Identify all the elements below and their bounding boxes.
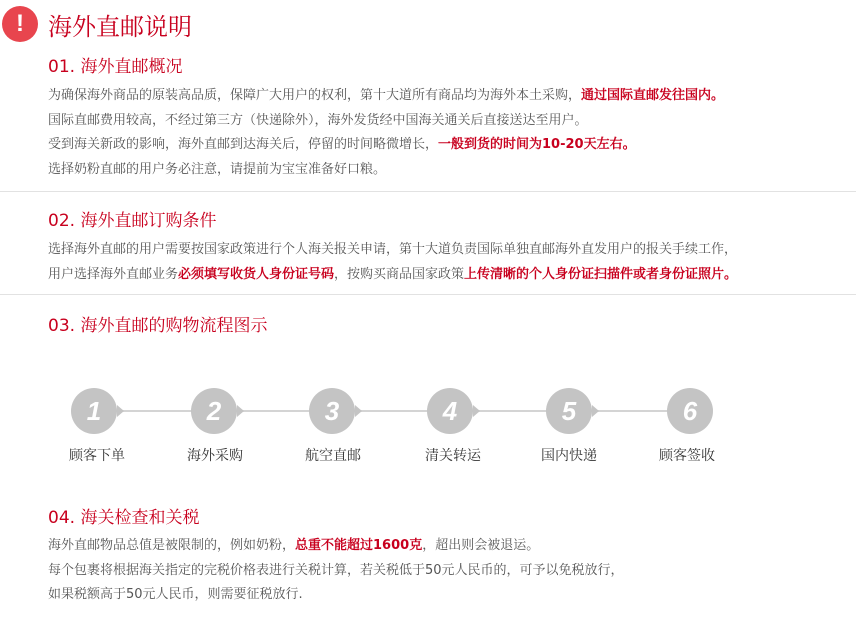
step-1-label: 顾客下单 <box>69 448 125 464</box>
step-4-label: 清关转运 <box>425 448 481 464</box>
step-3-label: 航空直邮 <box>305 448 361 464</box>
step-6-circle: 6 <box>667 388 713 434</box>
highlight-text: 总重不能超过1600克 <box>295 538 423 553</box>
step-2-circle: 2 <box>191 388 237 434</box>
line-text: 每个包裹将根据海关指定的完税价格表进行关税计算，若关税低于50元人民币的，可予以免税放行， <box>48 562 624 578</box>
step-3-circle: 3 <box>309 388 355 434</box>
section-title-customs: 04. 海关检查和关税 <box>48 508 200 528</box>
section-title-conditions: 02. 海外直邮订购条件 <box>48 211 217 231</box>
step-6-label: 顾客签收 <box>659 448 715 464</box>
step-5-circle: 5 <box>546 388 592 434</box>
paragraph-line <box>48 263 848 288</box>
paragraph-line <box>48 559 848 584</box>
page-title: 海外直邮说明 <box>48 13 192 41</box>
paragraph-line <box>48 109 848 134</box>
step-1-circle: 1 <box>71 388 117 434</box>
step-4-circle: 4 <box>427 388 473 434</box>
step-arrow-icon <box>355 405 362 417</box>
line-text: 用户选择海外直邮业务 <box>48 266 179 282</box>
section-body-overview <box>48 84 848 182</box>
step-arrow-icon <box>237 405 244 417</box>
section-title-process: 03. 海外直邮的购物流程图示 <box>48 316 268 336</box>
highlight-text: 一般到货的时间为10-20天左右。 <box>438 137 636 152</box>
line-text: ，超出则会被退运。 <box>422 538 540 553</box>
line-text: 受到海关新政的影响，海外直邮到达海关后，停留的时间略微增长， <box>48 137 439 152</box>
step-arrow-icon <box>592 405 599 417</box>
line-text: 海外直邮物品总值是被限制的，例如奶粉， <box>48 538 296 553</box>
highlight-text: 上传清晰的个人身份证扫描件或者身份证照片。 <box>464 266 738 282</box>
line-text: 为确保海外商品的原装高品质，保障广大用户的权利，第十大道所有商品均为海外本土采购， <box>48 88 582 103</box>
section-title-overview: 01. 海外直邮概况 <box>48 57 183 77</box>
step-arrow-icon <box>473 405 480 417</box>
highlight-text: 通过国际直邮发往国内。 <box>581 88 725 103</box>
highlight-text: 必须填写收货人身份证号码 <box>178 266 335 282</box>
divider <box>0 191 856 192</box>
paragraph-line <box>48 583 848 608</box>
section-body-customs <box>48 534 848 608</box>
paragraph-line <box>48 133 848 158</box>
step-2-label: 海外采购 <box>187 448 243 464</box>
step-arrow-icon <box>117 405 124 417</box>
line-text: 国际直邮费用较高，不经过第三方（快递除外），海外发货经中国海关通关后直接送达至用户。 <box>48 112 588 128</box>
step-5-label: 国内快递 <box>541 448 597 464</box>
section-body-conditions <box>48 238 848 287</box>
divider <box>0 294 856 295</box>
line-text: 如果税额高于50元人民币，则需要征税放行. <box>48 587 303 602</box>
process-connector-line <box>94 410 692 412</box>
paragraph-line <box>48 238 848 263</box>
exclamation-icon: ! <box>2 6 38 42</box>
line-text: ，按购买商品国家政策 <box>334 266 465 282</box>
paragraph-line <box>48 158 848 183</box>
line-text: 选择海外直邮的用户需要按国家政策进行个人海关报关申请，第十大道负责国际单独直邮海外直发用户的报关手续工作， <box>48 242 738 257</box>
paragraph-line <box>48 84 848 109</box>
line-text: 选择奶粉直邮的用户务必注意，请提前为宝宝准备好口粮。 <box>48 161 387 177</box>
paragraph-line <box>48 534 848 559</box>
